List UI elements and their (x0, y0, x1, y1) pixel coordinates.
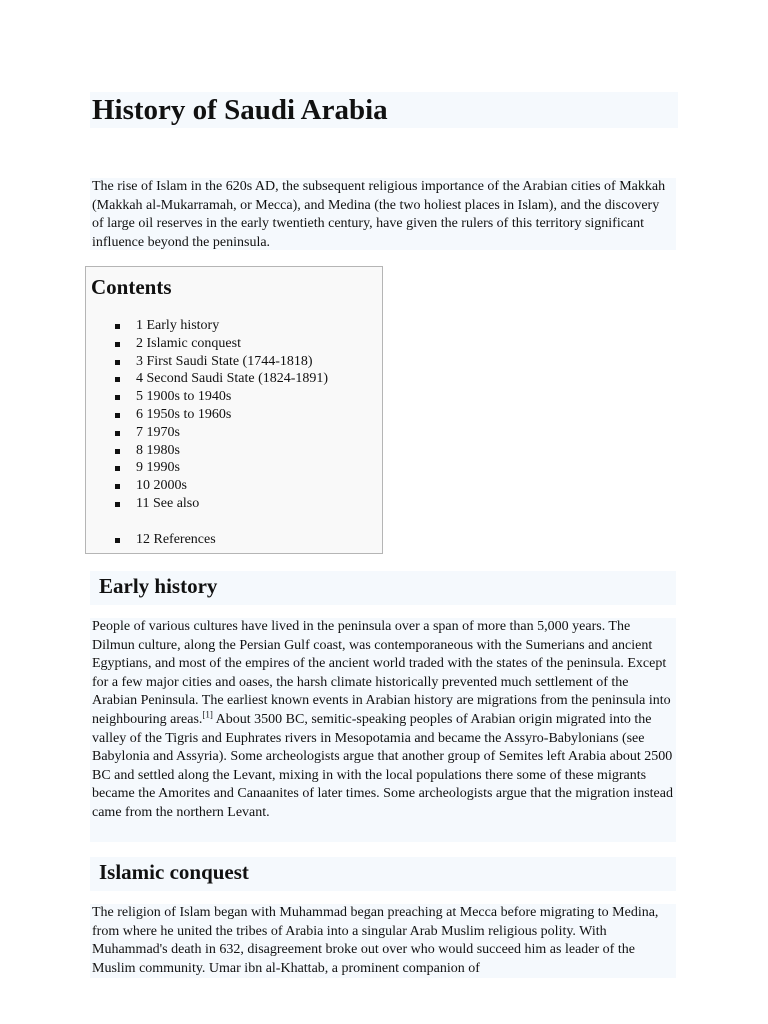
toc-item-see-also[interactable]: 11 See also (86, 495, 328, 513)
toc-item-references[interactable]: 12 References (86, 531, 328, 549)
toc-item-1950s-1960s[interactable]: 6 1950s to 1960s (86, 406, 328, 424)
islamic-conquest-paragraph: The religion of Islam began with Muhammad began preaching at Mecca before migrating to Medina, from where he united the tribes of Arabia into a singular Arab Muslim religious polity. With Muhammad's death in 632, disagreement broke out over who would succeed him as leader of the Muslim community. Umar ibn al-Khattab, a prominent companion of (90, 904, 676, 978)
toc-item-2000s[interactable]: 10 2000s (86, 477, 328, 495)
early-history-text-1: People of various cultures have lived in the peninsula over a span of more than 5,000 years. The Dilmun culture, along the Persian Gulf coast, was contemporaneous with the Sumerians and ancient Egyptians, and most of the empires of the ancient world traded with the states of the peninsula. Except for a few major cities and oases, the harsh climate historically prevented much settlement of the Arabian Peninsula. The earliest known events in Arabian history are migrations from the peninsula into neighbouring areas. (92, 619, 671, 727)
early-history-text-2: About 3500 BC, semitic-speaking peoples of Arabian origin migrated into the valley of the Tigris and Euphrates rivers in Mesopotamia and became the Assyro-Babylonians (see Babylonia and Assyria). Some archeologists argue that another group of Semites left Arabia about 2500 BC and settled along the Levant, mixing in with the local populations there some of these migrants became the Amorites and Canaanites of later times. Some archeologists argue that the migration instead came from the northern Levant. (92, 711, 673, 820)
table-of-contents (85, 266, 383, 554)
section-heading-early-history: Early history (90, 571, 676, 605)
early-history-paragraph (90, 618, 676, 842)
toc-item-first-saudi-state[interactable]: 3 First Saudi State (1744-1818) (86, 353, 328, 371)
toc-item-1900s-1940s[interactable]: 5 1900s to 1940s (86, 388, 328, 406)
reference-link[interactable]: [1] (202, 709, 213, 720)
toc-item-1970s[interactable]: 7 1970s (86, 424, 328, 442)
intro-paragraph: The rise of Islam in the 620s AD, the subsequent religious importance of the Arabian cities of Makkah (Makkah al-Mukarramah, or Mecca), and Medina (the two holiest places in Islam), and the discovery of large oil reserves in the early twentieth century, have given the rulers of this territory significant influence beyond the peninsula. (90, 178, 676, 250)
toc-item-early-history[interactable]: 1 Early history (86, 317, 328, 335)
section-heading-islamic-conquest: Islamic conquest (90, 857, 676, 891)
toc-item-1990s[interactable]: 9 1990s (86, 459, 328, 477)
toc-list (86, 317, 328, 549)
toc-item-islamic-conquest[interactable]: 2 Islamic conquest (86, 335, 328, 353)
toc-title: Contents (91, 275, 172, 299)
toc-item-1980s[interactable]: 8 1980s (86, 442, 328, 460)
toc-item-second-saudi-state[interactable]: 4 Second Saudi State (1824-1891) (86, 370, 328, 388)
page-title: History of Saudi Arabia (90, 92, 678, 128)
